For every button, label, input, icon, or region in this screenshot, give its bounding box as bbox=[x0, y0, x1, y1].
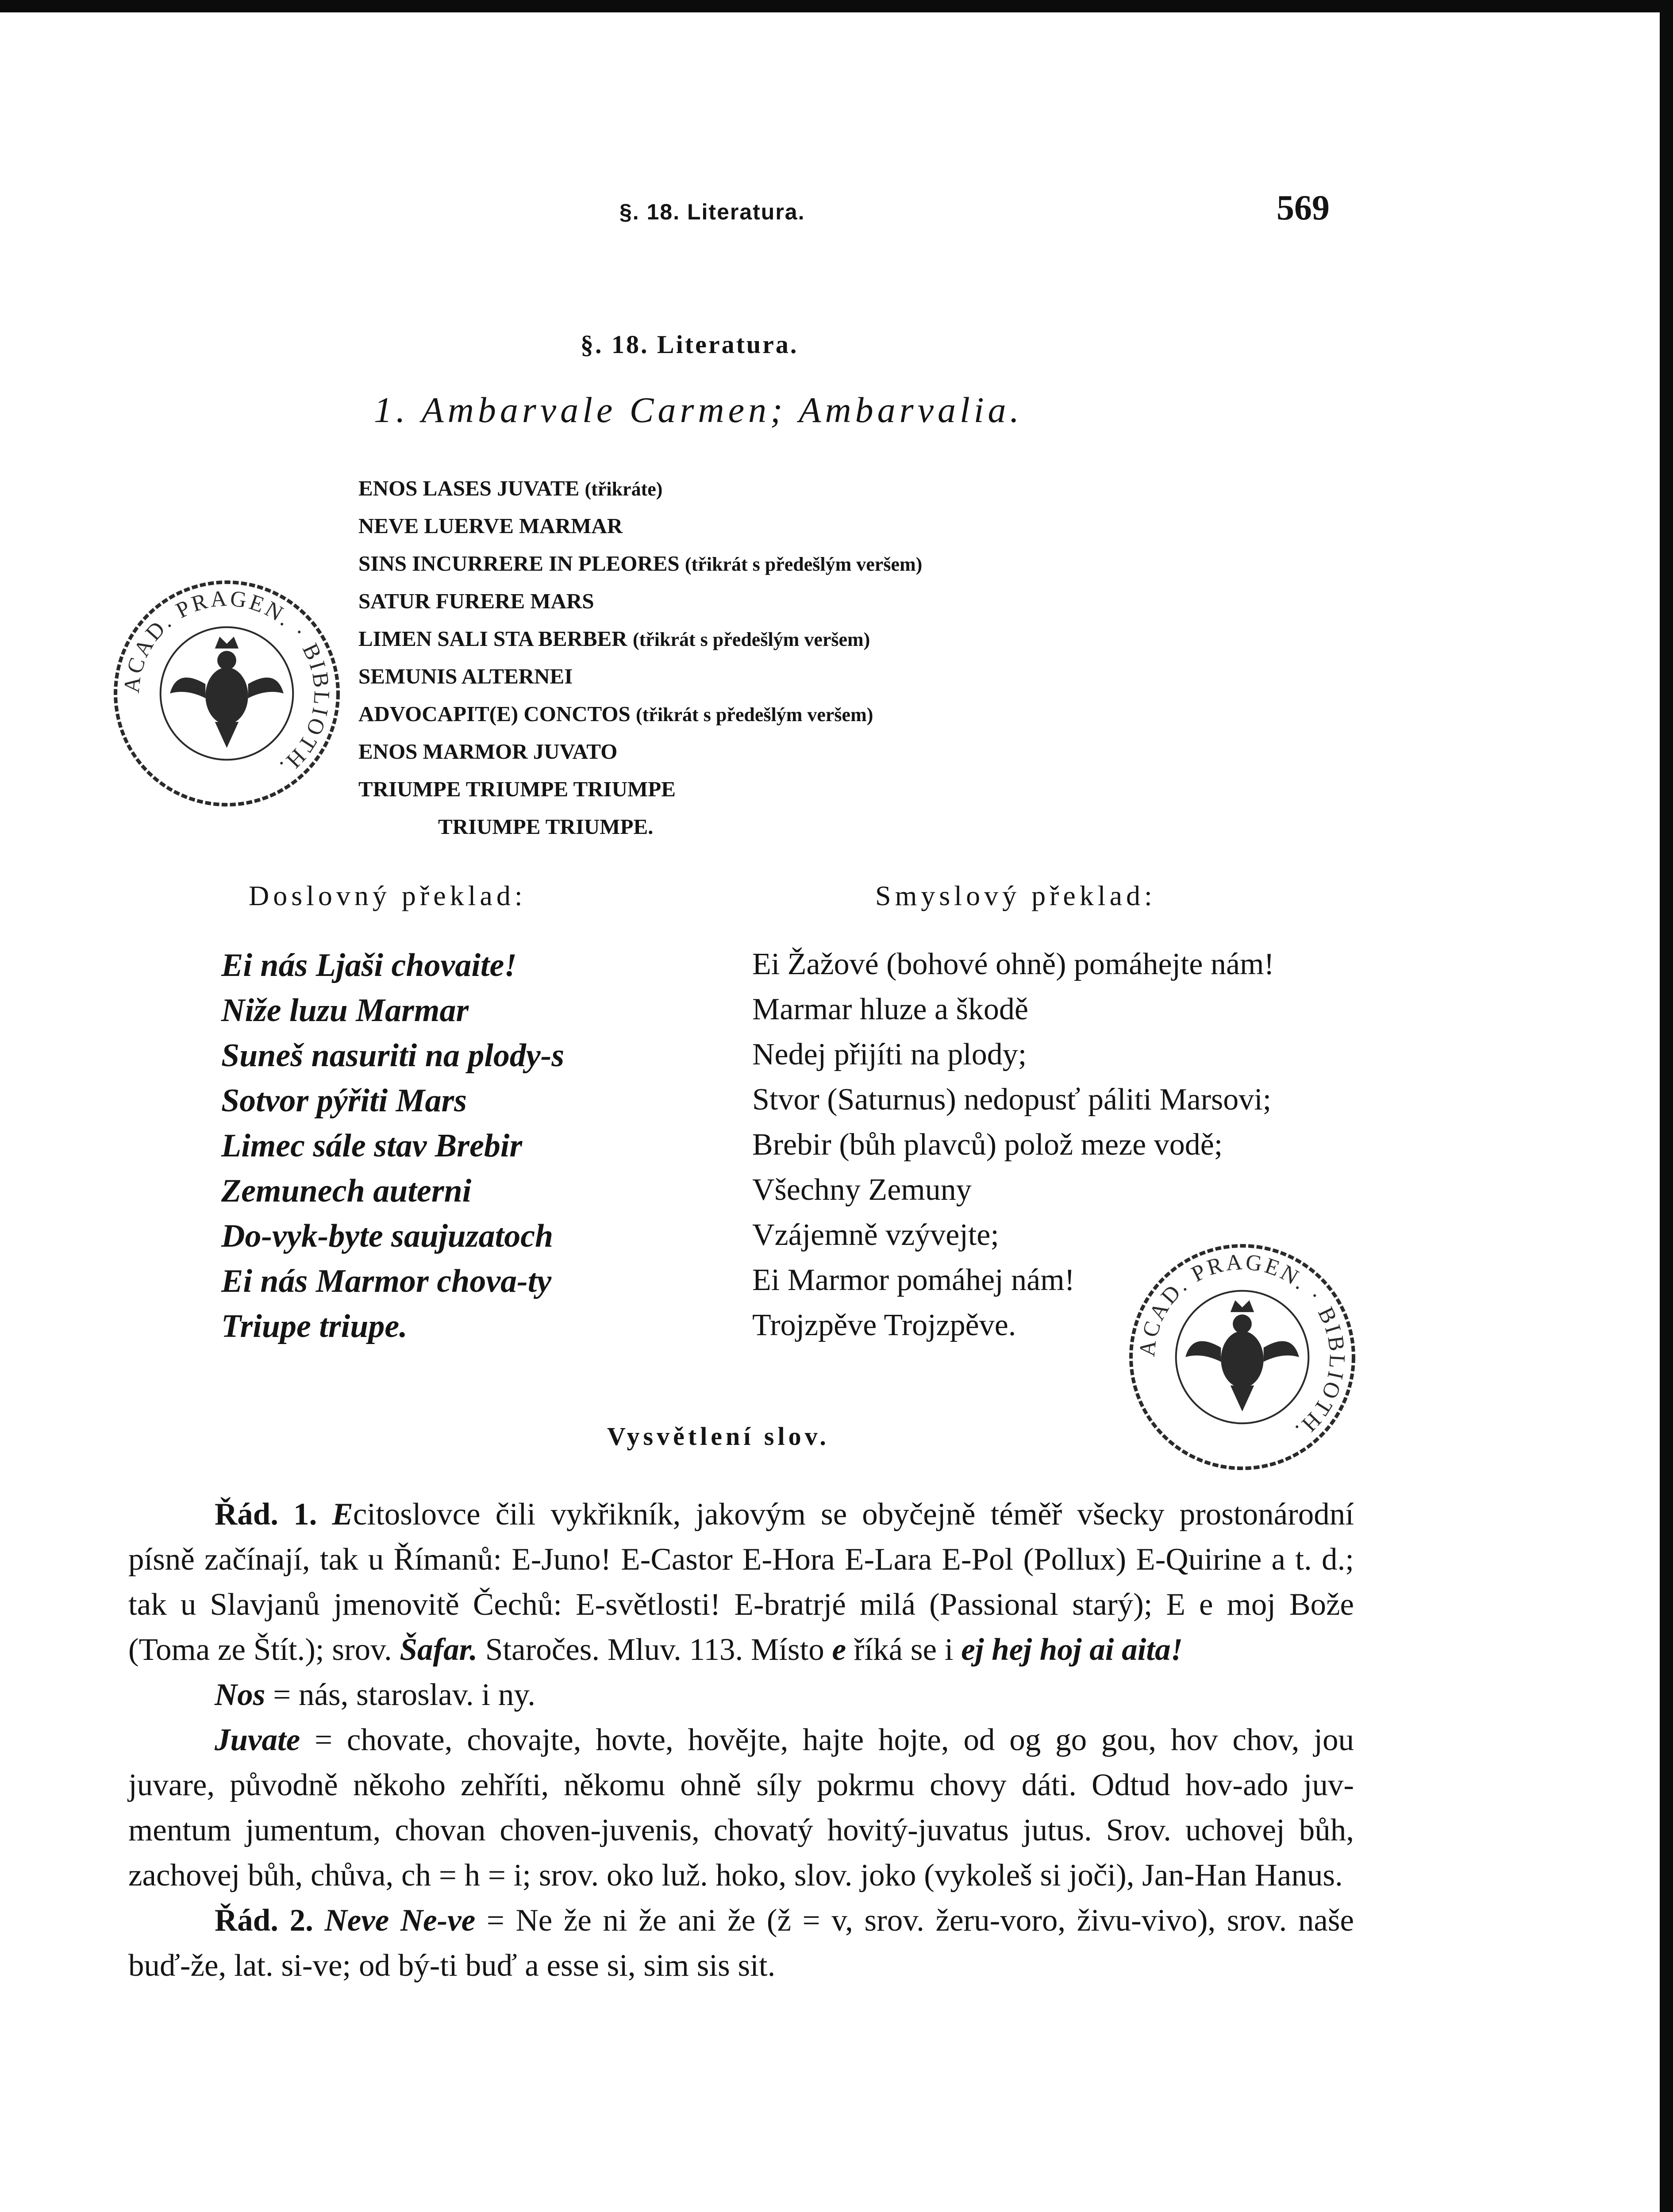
literal-line: Sotvor pýřiti Mars bbox=[221, 1083, 467, 1119]
poem-title: 1. Ambarvale Carmen; Ambarvalia. bbox=[374, 390, 1023, 430]
literal-line: Niže luzu Marmar bbox=[221, 992, 469, 1029]
chant-line: NEVE LUERVE MARMAR bbox=[358, 514, 623, 538]
literal-line: Triupe triupe. bbox=[221, 1308, 408, 1344]
sense-line: Trojzpěve Trojzpěve. bbox=[752, 1308, 1016, 1342]
literal-line: Do-vyk-byte saujuzatoch bbox=[221, 1218, 554, 1254]
glossary-term: Nos bbox=[215, 1678, 265, 1712]
library-stamp-icon bbox=[1124, 1239, 1361, 1475]
sense-line: Všechny Zemuny bbox=[752, 1173, 972, 1207]
sense-line: Nedej přijíti na plody; bbox=[752, 1037, 1027, 1071]
chant-line: TRIUMPE TRIUMPE TRIUMPE bbox=[358, 777, 676, 801]
line-reference: Řád. 1. bbox=[215, 1497, 317, 1532]
literal-line: Zemunech auterni bbox=[221, 1173, 472, 1209]
literal-line: Suneš nasuriti na plody-s bbox=[221, 1037, 565, 1074]
sense-line: Brebir (bůh plavců) polož meze vodě; bbox=[752, 1128, 1223, 1162]
svg-text:ACAD. PRAGEN. · BIBLIOTH.: ACAD. PRAGEN. · BIBLIOTH. bbox=[119, 585, 335, 782]
literal-line: Limec sále stav Brebir bbox=[221, 1128, 523, 1164]
glossary-term: Juvate bbox=[215, 1723, 300, 1757]
chant-line: SATUR FURERE MARS bbox=[358, 589, 594, 613]
svg-text:ACAD. PRAGEN. · BIBLIOTH.: ACAD. PRAGEN. · BIBLIOTH. bbox=[1134, 1249, 1350, 1445]
sense-translation-heading: Smyslový překlad: bbox=[875, 880, 1156, 911]
line-reference: Řád. 2. bbox=[215, 1903, 313, 1938]
chant-line: ENOS LASES JUVATE (třikráte) bbox=[358, 476, 663, 500]
literal-line: Ei nás Marmor chova-ty bbox=[221, 1263, 552, 1299]
glossary-paragraph: Řád. 2. Neve Ne-ve = Ne že ni že ani že (ž = v, srov. žeru-voro, živu-vivo), srov. naše buď-že, lat. si-ve; od bý-ti buď a esse si, sim sis sit. bbox=[128, 1903, 1354, 1983]
library-stamp-icon bbox=[108, 575, 345, 812]
sense-line: Vzájemně vzývejte; bbox=[752, 1218, 999, 1252]
chant-line: TRIUMPE TRIUMPE. bbox=[438, 814, 654, 839]
glossary-body bbox=[128, 1492, 1354, 1988]
glossary-term: E bbox=[332, 1497, 353, 1532]
page-number: 569 bbox=[1277, 188, 1330, 227]
chant-line: LIMEN SALI STA BERBER (třikrát s předešlým veršem) bbox=[358, 626, 870, 651]
glossary-heading: Vysvětlení slov. bbox=[607, 1422, 830, 1451]
literal-translation-heading: Doslovný překlad: bbox=[249, 880, 527, 911]
chant-line: ENOS MARMOR JUVATO bbox=[358, 739, 618, 764]
sense-line: Ei Žažové (bohové ohně) pomáhejte nám! bbox=[752, 947, 1274, 981]
glossary-paragraph: Nos = nás, staroslav. i ny. bbox=[215, 1678, 535, 1712]
sense-line: Stvor (Saturnus) nedopusť páliti Marsovi; bbox=[752, 1083, 1272, 1117]
scan-border-top bbox=[0, 0, 1673, 12]
chant-line: SEMUNIS ALTERNEI bbox=[358, 664, 573, 688]
glossary-term: Neve Ne-ve bbox=[324, 1903, 476, 1938]
section-heading: §. 18. Literatura. bbox=[581, 330, 799, 359]
author-reference: Šafar. bbox=[400, 1632, 478, 1667]
glossary-paragraph: Juvate = chovate, chovajte, hovte, hovějte, hajte hojte, od og go gou, hov chov, jou juvare, původně někoho zehříti, někomu ohně síly pokrmu chovy dáti. Odtud hov-ado juv-mentum jumentum, chovan choven-juvenis, chovatý hovitý-juvatus jutus. Srov. uchovej bůh, zachovej bůh, chůva, ch = h = i; srov. oko luž. hoko, slov. joko (vykoleš si joči), Jan-Han Hanus. bbox=[128, 1723, 1354, 1893]
chant-line: ADVOCAPIT(E) CONCTOS (třikrát s předešlým veršem) bbox=[358, 702, 873, 726]
scan-border-right bbox=[1660, 0, 1673, 2212]
sense-line: Ei Marmor pomáhej nám! bbox=[752, 1263, 1075, 1297]
glossary-paragraph: Řád. 1. Ecitoslovce čili vykřikník, jakovým se obyčejně téměř všecky prostonárodní písně začínají, tak u Římanů: E-Juno! E-Castor E-Hora E-Lara E-Pol (Pollux) E-Quirine a t. d.; tak u Slavjanů jmenovitě Čechů: E-světlosti! E-bratrjé milá (Passional starý); E e moj Bože (Toma ze Štít.); srov. Šafar. Staročes. Mluv. 113. Místo e říká se i ej hej hoj ai aita! bbox=[128, 1497, 1354, 1667]
sense-line: Marmar hluze a škodě bbox=[752, 992, 1028, 1026]
running-head: §. 18. Literatura. bbox=[619, 200, 805, 224]
literal-line: Ei nás Ljaši chovaite! bbox=[221, 947, 517, 983]
chant-line: SINS INCURRERE IN PLEORES (třikrát s předešlým veršem) bbox=[358, 551, 923, 576]
